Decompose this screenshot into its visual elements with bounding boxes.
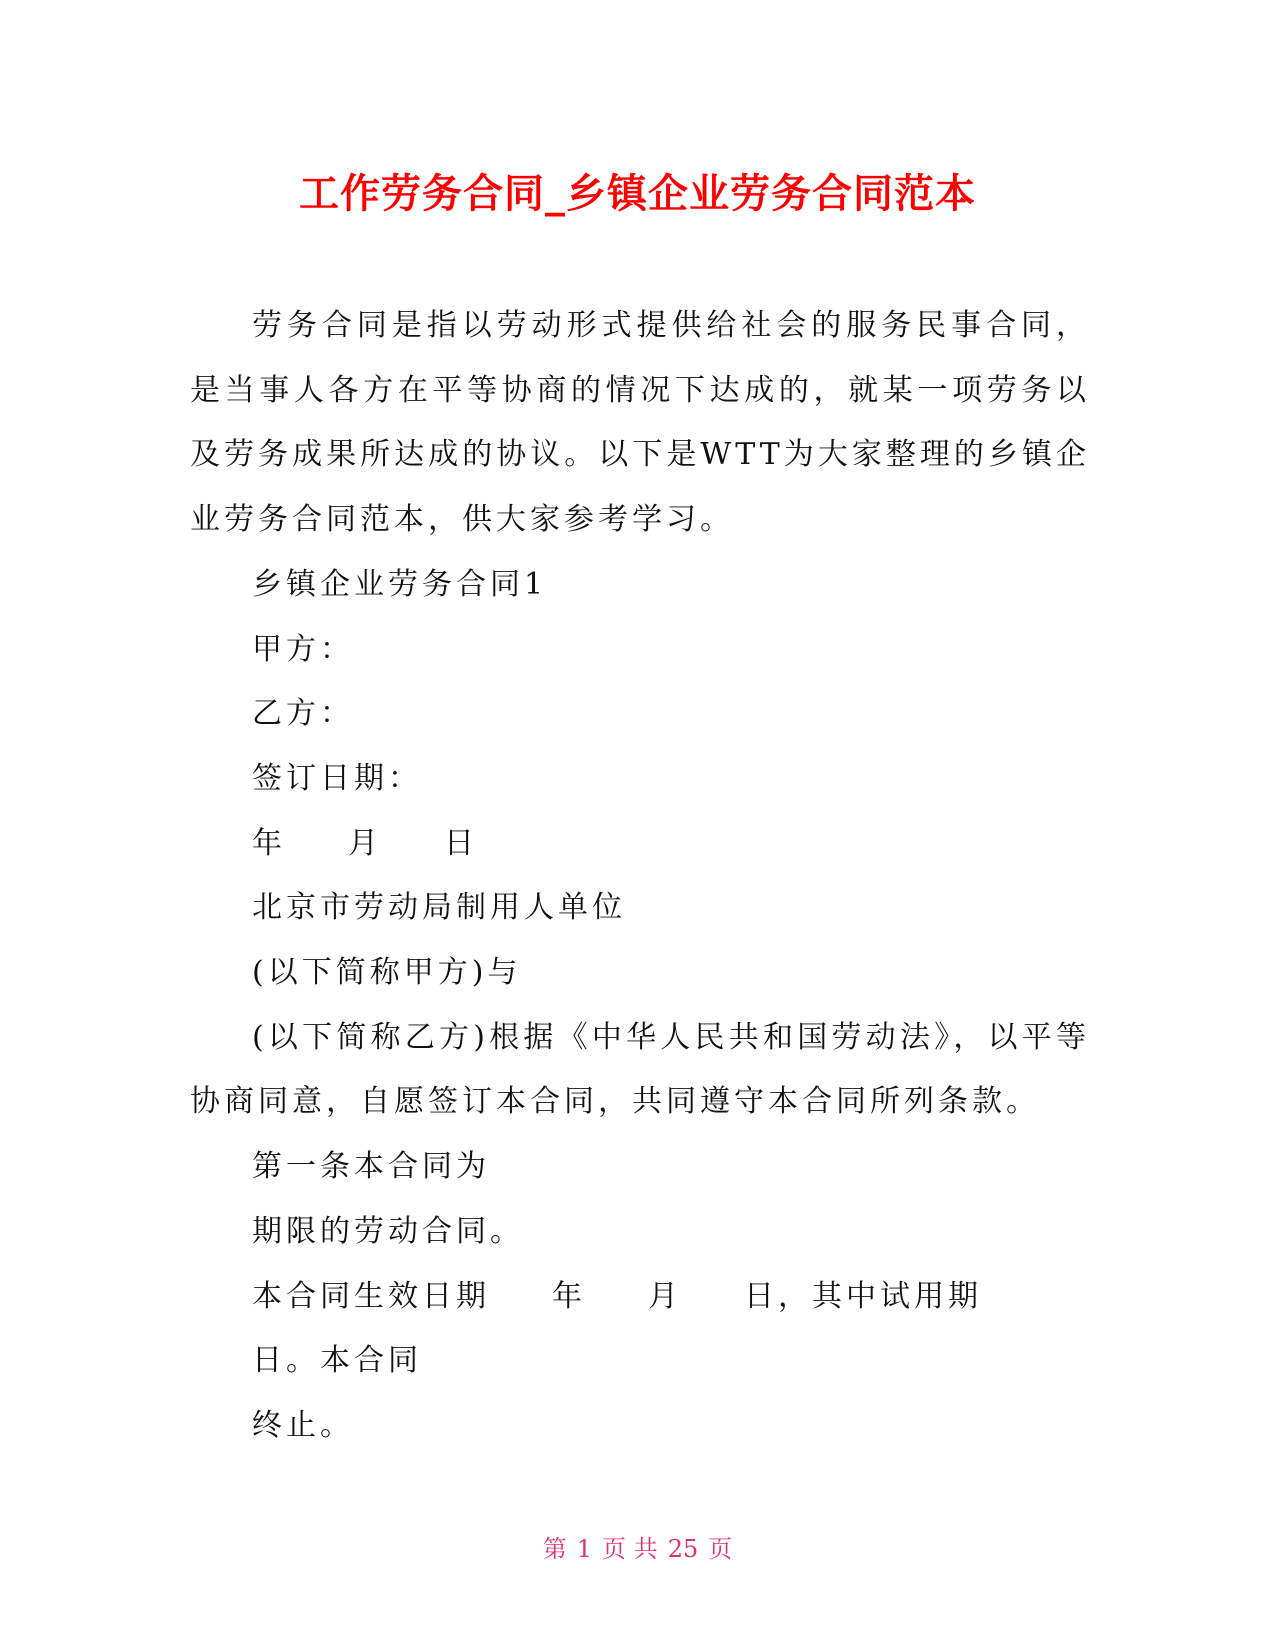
probation-end-line: 日。本合同 xyxy=(252,1343,422,1379)
party-a-line: 甲方： xyxy=(252,631,354,667)
abbr-party-a: (以下简称甲方)与 xyxy=(252,955,522,991)
effective-date-label: 本合同生效日期 xyxy=(252,1278,490,1314)
sign-date-fields xyxy=(190,812,1090,877)
page-total: 25 xyxy=(667,1535,699,1563)
date-year: 年 xyxy=(252,825,286,861)
page-label-suffix: 页 xyxy=(708,1535,733,1563)
date-day: 日 xyxy=(444,825,478,861)
abbr-party-b-paragraph: (以下简称乙方)根据《中华人民共和国劳动法》，以平等协商同意，自愿签订本合同，共同遵守本合同所列条款。 xyxy=(190,1019,1090,1120)
document-title: 工作劳务合同_乡镇企业劳务合同范本 xyxy=(299,171,976,217)
effective-day-probation: 日，其中试用期 xyxy=(744,1278,982,1314)
sign-date-label: 签订日期： xyxy=(252,760,422,796)
date-month: 月 xyxy=(348,825,382,861)
intro-paragraph: 劳务合同是指以劳动形式提供给社会的服务民事合同，是当事人各方在平等协商的情况下达成的，就某一项劳务以及劳务成果所达成的协议。以下是WTT为大家整理的乡镇企业劳务合同范本，供大家参考学习。 xyxy=(190,308,1090,538)
term-line: 期限的劳动合同。 xyxy=(252,1213,524,1249)
page-current: 1 xyxy=(576,1535,593,1563)
page-number-footer xyxy=(0,1533,1275,1565)
page-label-prefix: 第 xyxy=(542,1535,567,1563)
bureau-line: 北京市劳动局制用人单位 xyxy=(252,890,626,926)
effective-month: 月 xyxy=(648,1278,682,1314)
document-body xyxy=(190,294,1090,1459)
article-1-line: 第一条本合同为 xyxy=(252,1149,490,1185)
effective-date-line xyxy=(190,1265,1090,1330)
party-b-line: 乙方： xyxy=(252,696,354,732)
termination-line: 终止。 xyxy=(252,1407,354,1443)
effective-year: 年 xyxy=(552,1278,586,1314)
contract-heading: 乡镇企业劳务合同1 xyxy=(252,566,548,602)
page-label-mid: 页 共 xyxy=(602,1535,658,1563)
